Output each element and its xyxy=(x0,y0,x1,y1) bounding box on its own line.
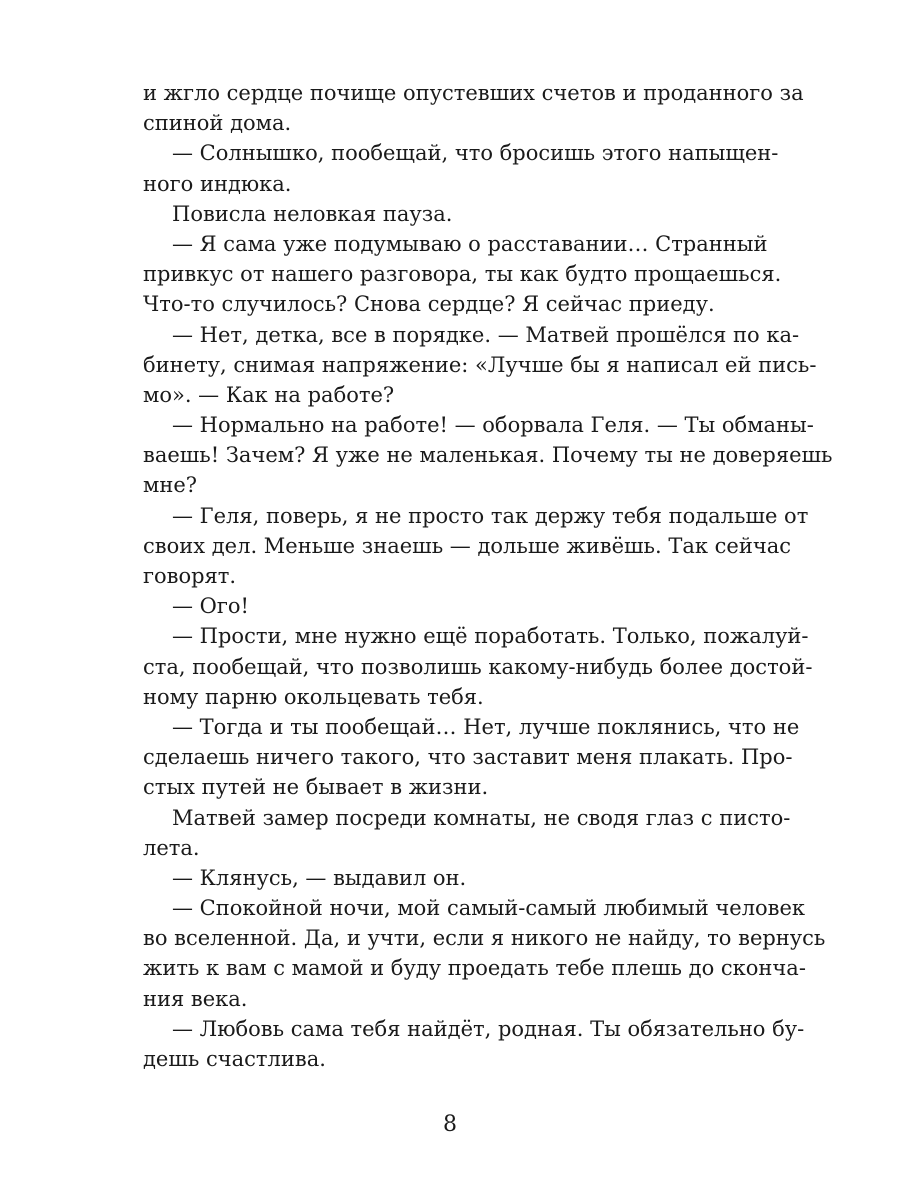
text-line: — Геля, поверь, я не просто так держу тебя подальше от xyxy=(172,503,809,528)
text-line: во вселенной. Да, и учти, если я никого не найду, то вернусь xyxy=(143,926,826,951)
text-line: своих дел. Меньше знаешь — дольше живёшь. Так сейчас xyxy=(143,533,792,558)
page-number: 8 xyxy=(443,1112,457,1137)
text-line: ного индюка. xyxy=(143,171,292,196)
text-line: — Клянусь, — выдавил он. xyxy=(172,865,467,890)
text-line: лета. xyxy=(143,835,200,860)
text-line: ному парню окольцевать тебя. xyxy=(143,684,484,709)
text-line: Что-то случилось? Снова сердце? Я сейчас приеду. xyxy=(143,292,715,317)
text-line: — Нет, детка, все в порядке. — Матвей прошёлся по ка- xyxy=(172,322,800,347)
text-line: — Тогда и ты пообещай… Нет, лучше поклянись, что не xyxy=(172,714,800,739)
text-line: дешь счастлива. xyxy=(143,1047,326,1071)
text-line: — Прости, мне нужно ещё поработать. Только, пожалуй- xyxy=(172,624,809,649)
text-line: жить к вам с мамой и буду проедать тебе плешь до сконча- xyxy=(143,956,806,981)
text-line: сделаешь ничего такого, что заставит меня плакать. Про- xyxy=(143,745,793,770)
text-line: Матвей замер посреди комнаты, не сводя глаз с писто- xyxy=(172,805,791,830)
text-line: мне? xyxy=(143,473,198,498)
text-line: Повисла неловкая пауза. xyxy=(172,201,453,226)
text-line: — Ого! xyxy=(172,594,249,619)
text-line: мо». — Как на работе? xyxy=(143,382,395,407)
text-line: — Спокойной ночи, мой самый-самый любимый человек xyxy=(172,896,806,921)
text-line: спиной дома. xyxy=(143,111,292,136)
text-line: ста, пообещай, что позволишь какому-нибудь более достой- xyxy=(143,654,813,679)
text-line: — Любовь сама тебя найдёт, родная. Ты обязательно бу- xyxy=(172,1016,805,1041)
text-line: — Я сама уже подумываю о расставании… Странный xyxy=(172,231,768,256)
text-line: привкус от нашего разговора, ты как будто прощаешься. xyxy=(143,262,782,287)
body-text xyxy=(143,78,833,1074)
text-line: стых путей не бывает в жизни. xyxy=(143,775,489,800)
text-line: ваешь! Зачем? Я уже не маленькая. Почему ты не доверяешь xyxy=(143,443,833,468)
text-line: ния века. xyxy=(143,986,248,1011)
text-line: говорят. xyxy=(143,564,237,588)
text-line: — Солнышко, пообещай, что бросишь этого напыщен- xyxy=(172,141,779,166)
text-line: и жгло сердце почище опустевших счетов и проданного за xyxy=(143,81,804,105)
text-line: бинету, снимая напряжение: «Лучше бы я написал ей пись- xyxy=(143,352,817,377)
text-line: — Нормально на работе! — оборвала Геля. — Ты обманы- xyxy=(172,413,814,438)
